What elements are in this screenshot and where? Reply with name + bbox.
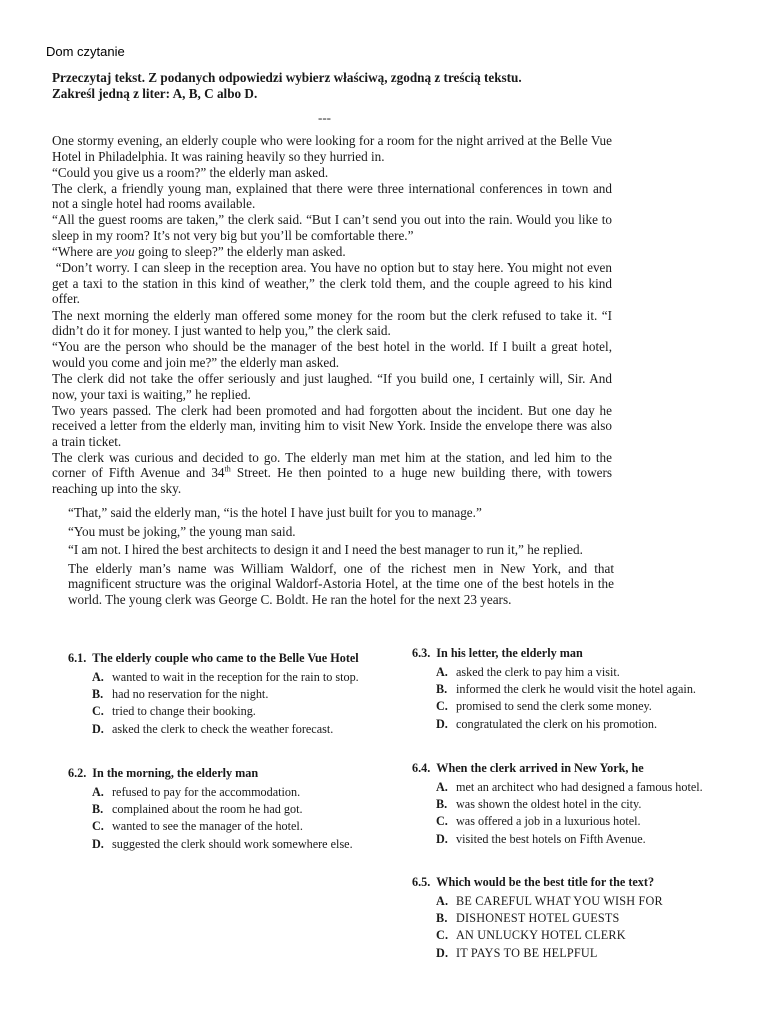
- option-text: visited the best hotels on Fifth Avenue.: [456, 831, 646, 846]
- answer-option[interactable]: [92, 703, 359, 720]
- answer-option[interactable]: [436, 716, 696, 733]
- answer-option[interactable]: [436, 698, 696, 715]
- option-letter: D.: [436, 831, 448, 846]
- document-header-label: Dom czytanie: [46, 44, 125, 59]
- story-paragraph: The clerk, a friendly young man, explained that there were three international conferences in town and not a single hotel had rooms available.: [52, 180, 612, 212]
- option-letter: C.: [436, 699, 448, 714]
- story-paragraph: “That,” said the elderly man, “is the hotel I have just built for you to manage.”: [68, 505, 482, 520]
- answer-option[interactable]: [436, 910, 663, 927]
- answer-option[interactable]: [92, 686, 359, 703]
- option-text: IT PAYS TO BE HELPFUL: [456, 945, 598, 960]
- story-paragraph: Two years passed. The clerk had been promoted and had forgotten about the incident. But one day he received a letter from the elderly man, inviting him to visit New York. Inside the envelope there was also a train ticket.: [52, 402, 612, 449]
- question-6-4: [412, 761, 703, 848]
- option-text: DISHONEST HOTEL GUESTS: [456, 911, 620, 926]
- option-letter: B.: [92, 802, 104, 817]
- story-paragraph: [52, 244, 612, 260]
- answer-option[interactable]: [92, 721, 359, 738]
- instructions-line-2: Zakreśl jedną z liter: A, B, C albo D.: [52, 86, 258, 101]
- story-text: [52, 133, 616, 497]
- question-text: Which would be the best title for the text?: [436, 875, 655, 889]
- emphasis-text: you: [115, 244, 135, 260]
- question-stem: [68, 766, 353, 781]
- question-6-1: [68, 651, 359, 738]
- question-number: 6.1.: [68, 651, 87, 665]
- option-text: tried to change their booking.: [112, 704, 256, 719]
- option-letter: A.: [436, 894, 449, 908]
- question-6-3: [412, 646, 696, 733]
- option-text: complained about the room he had got.: [112, 802, 303, 817]
- text-run: “Where are: [52, 244, 116, 260]
- option-text: suggested the clerk should work somewhere else.: [112, 836, 353, 851]
- story-paragraph: The clerk did not take the offer seriously and just laughed. “If you build one, I certainly will, Sir. And now, your taxi is waiting,” he replied.: [52, 370, 612, 402]
- option-text: wanted to wait in the reception for the rain to stop.: [112, 670, 359, 684]
- answer-option[interactable]: [436, 945, 663, 962]
- option-text: was offered a job in a luxurious hotel.: [456, 814, 641, 829]
- question-stem: [412, 875, 663, 890]
- story-text-continued: [68, 505, 614, 611]
- question-number: 6.3.: [412, 646, 431, 660]
- option-letter: D.: [92, 721, 104, 736]
- option-letter: A.: [436, 665, 448, 679]
- option-letter: B.: [92, 687, 104, 702]
- option-text: informed the clerk he would visit the hotel again.: [456, 682, 696, 697]
- story-paragraph: “Don’t worry. I can sleep in the reception area. You have no option but to stay here. You might not even get a taxi to the station in this kind of weather,” the clerk told them, and the couple agreed to his kind offer.: [52, 260, 616, 307]
- story-paragraph: The elderly man’s name was William Waldorf, one of the richest men in New York, and that magnificent structure was the original Waldorf-Astoria Hotel, at the time one of the best hotels in the world. The young clerk was George C. Boldt. He ran the hotel for the next 23 years.: [68, 560, 614, 607]
- option-text: was shown the oldest hotel in the city.: [456, 797, 642, 812]
- answer-option[interactable]: [92, 669, 359, 686]
- question-text: In his letter, the elderly man: [436, 646, 583, 660]
- story-paragraph: [52, 450, 612, 497]
- option-letter: C.: [92, 819, 104, 834]
- question-number: 6.4.: [412, 761, 431, 775]
- text-run: The clerk was curious and decided to go. The elderly man met him at the station, and led him to the corner of Fifth Avenue and 34: [52, 449, 612, 481]
- question-6-2: [68, 766, 353, 853]
- question-text: In the morning, the elderly man: [92, 766, 259, 780]
- answer-option[interactable]: [436, 927, 663, 944]
- option-letter: B.: [436, 682, 448, 697]
- option-letter: C.: [436, 928, 449, 943]
- question-stem: [68, 651, 359, 666]
- option-text: met an architect who had designed a famous hotel.: [456, 780, 703, 794]
- option-text: had no reservation for the night.: [112, 687, 269, 702]
- story-paragraph: The next morning the elderly man offered some money for the room but the clerk refused to take it. “I didn’t do it for money. I just wanted to help you,” the clerk said.: [52, 307, 612, 339]
- option-text: AN UNLUCKY HOTEL CLERK: [456, 928, 626, 943]
- story-paragraph: “You must be joking,” the young man said.: [68, 523, 296, 539]
- answer-option[interactable]: [436, 779, 703, 796]
- option-text: congratulated the clerk on his promotion.: [456, 716, 658, 731]
- question-stem: [412, 761, 703, 776]
- option-text: BE CAREFUL WHAT YOU WISH FOR: [456, 894, 663, 908]
- story-paragraph: “All the guest rooms are taken,” the clerk said. “But I can’t send you out into the rain. Would you like to sleep in my room? It’s not very big but you’ll be comfortable there.”: [52, 212, 612, 244]
- question-stem: [412, 646, 696, 661]
- answer-option[interactable]: [92, 784, 353, 801]
- option-letter: C.: [436, 814, 448, 829]
- question-number: 6.2.: [68, 766, 87, 780]
- answer-option[interactable]: [436, 664, 696, 681]
- story-paragraph: “I am not. I hired the best architects to design it and I need the best manager to run it,” he replied.: [68, 542, 583, 558]
- answer-option[interactable]: [92, 801, 353, 818]
- option-letter: A.: [92, 785, 104, 799]
- option-letter: D.: [92, 836, 104, 851]
- answer-option[interactable]: [436, 831, 703, 848]
- option-letter: B.: [436, 797, 448, 812]
- answer-option[interactable]: [92, 818, 353, 835]
- option-letter: A.: [436, 780, 448, 794]
- option-letter: A.: [92, 670, 104, 684]
- task-instructions: [52, 70, 612, 102]
- question-number: 6.5.: [412, 875, 431, 889]
- answer-option[interactable]: [436, 796, 703, 813]
- question-text: The elderly couple who came to the Belle Vue Hotel: [92, 651, 359, 665]
- text-run: going to sleep?” the elderly man asked.: [134, 244, 346, 260]
- option-text: promised to send the clerk some money.: [456, 699, 652, 714]
- option-text: wanted to see the manager of the hotel.: [112, 819, 303, 834]
- option-letter: B.: [436, 911, 448, 926]
- answer-option[interactable]: [92, 836, 353, 853]
- option-text: asked the clerk to pay him a visit.: [456, 665, 620, 679]
- separator: ---: [318, 110, 331, 125]
- ordinal-suffix: th: [224, 465, 231, 475]
- option-letter: C.: [92, 704, 104, 719]
- story-paragraph: One stormy evening, an elderly couple who were looking for a room for the night arrived at the Belle Vue Hotel in Philadelphia. It was raining heavily so they hurried in.: [52, 133, 612, 164]
- story-paragraph: “Could you give us a room?” the elderly man asked.: [52, 164, 329, 180]
- option-letter: D.: [436, 945, 449, 960]
- answer-option[interactable]: [436, 893, 663, 910]
- answer-option[interactable]: [436, 813, 703, 830]
- option-text: refused to pay for the accommodation.: [112, 785, 301, 799]
- story-paragraph: “You are the person who should be the manager of the best hotel in the world. If I built a great hotel, would you come and join me?” the elderly man asked.: [52, 339, 612, 370]
- text-run: Street. He then pointed to a huge new building there, with towers reaching up into the sky.: [52, 465, 612, 497]
- question-6-5: [412, 875, 663, 962]
- option-letter: D.: [436, 716, 448, 731]
- question-text: When the clerk arrived in New York, he: [436, 761, 644, 775]
- instructions-line-1: Przeczytaj tekst. Z podanych odpowiedzi wybierz właściwą, zgodną z treścią tekstu.: [52, 70, 522, 85]
- answer-option[interactable]: [436, 681, 696, 698]
- option-text: asked the clerk to check the weather forecast.: [112, 721, 334, 736]
